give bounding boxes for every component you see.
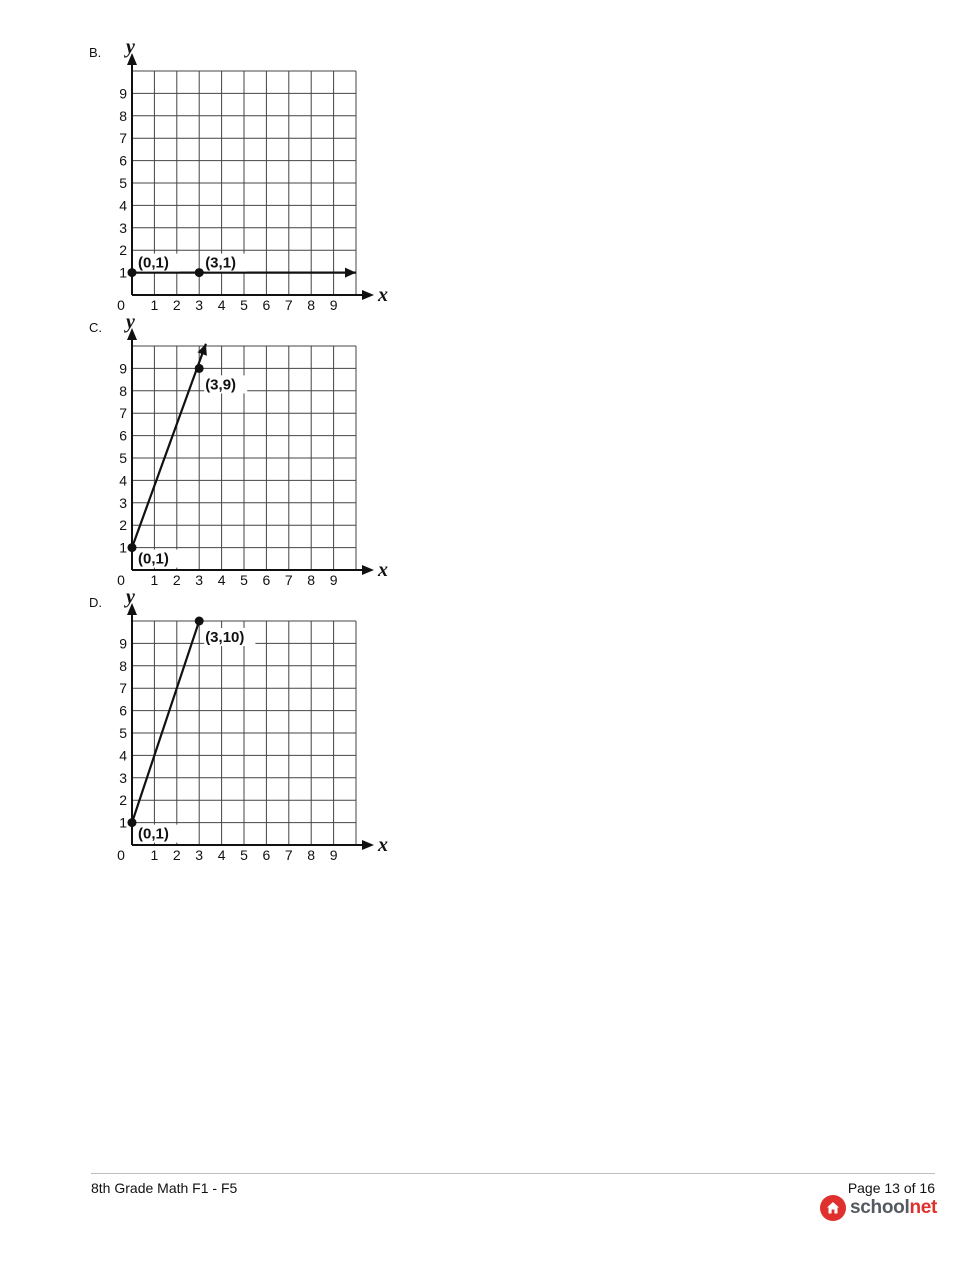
option-letter-b: B. <box>89 45 102 60</box>
plotted-point <box>195 268 204 277</box>
y-tick-label: 4 <box>119 747 127 764</box>
x-tick-label: 1 <box>150 297 159 313</box>
brand-name-school: school <box>850 1197 910 1218</box>
x-axis-label: x <box>378 559 388 581</box>
x-tick-label: 9 <box>329 847 338 863</box>
y-axis-label: y <box>126 586 135 608</box>
point-label: (3,10) <box>205 629 245 646</box>
y-tick-label: 5 <box>119 450 127 466</box>
x-tick-label: 9 <box>329 572 338 588</box>
x-tick-label: 2 <box>172 572 181 588</box>
x-tick-label: 8 <box>307 297 316 313</box>
x-axis-arrow <box>362 840 374 850</box>
graphed-line-arrow <box>345 268 356 278</box>
x-tick-label: 3 <box>195 847 204 863</box>
y-tick-label: 9 <box>119 85 127 102</box>
x-axis-arrow <box>362 565 374 575</box>
x-tick-label: 5 <box>240 297 248 313</box>
y-tick-label: 4 <box>119 197 127 214</box>
y-tick-label: 8 <box>119 657 127 674</box>
x-axis-label: x <box>378 284 388 306</box>
y-tick-label: 2 <box>119 242 127 259</box>
y-tick-label: 1 <box>119 264 127 281</box>
plotted-point <box>128 268 137 277</box>
y-tick-label: 1 <box>119 814 127 831</box>
origin-label: 0 <box>117 572 125 588</box>
y-tick-label: 5 <box>119 725 127 741</box>
y-tick-label: 9 <box>119 635 127 652</box>
house-icon <box>820 1195 846 1221</box>
y-tick-label: 6 <box>119 427 127 444</box>
graphed-line <box>132 344 206 548</box>
x-tick-label: 1 <box>150 572 159 588</box>
x-tick-label: 7 <box>284 297 293 313</box>
schoolnet-logo <box>820 1194 937 1222</box>
y-tick-label: 4 <box>119 472 127 489</box>
page-number: Page 13 of 16 <box>847 1180 935 1196</box>
y-tick-label: 3 <box>119 219 127 236</box>
x-tick-label: 9 <box>329 297 338 313</box>
footer-title: 8th Grade Math F1 - F5 <box>91 1180 238 1196</box>
x-tick-label: 6 <box>262 847 271 863</box>
point-label: (0,1) <box>138 254 169 272</box>
y-tick-label: 9 <box>119 360 127 377</box>
y-tick-label: 7 <box>119 680 127 697</box>
origin-label: 0 <box>117 847 125 863</box>
plotted-point <box>195 617 204 626</box>
y-tick-label: 7 <box>119 405 127 422</box>
graph-option-d <box>112 586 388 863</box>
x-tick-label: 6 <box>262 572 271 588</box>
graph-option-c <box>112 311 388 588</box>
x-tick-label: 5 <box>240 572 248 588</box>
y-axis-label: y <box>126 36 135 58</box>
y-tick-label: 2 <box>119 517 127 534</box>
x-axis-label: x <box>378 834 388 856</box>
graphed-line <box>132 621 199 823</box>
brand-name-net: net <box>909 1197 938 1218</box>
x-tick-label: 2 <box>172 847 181 863</box>
option-letter-c: C. <box>89 320 102 335</box>
x-tick-label: 6 <box>262 297 271 313</box>
x-tick-label: 3 <box>195 572 204 588</box>
x-tick-label: 4 <box>217 847 226 863</box>
y-tick-label: 6 <box>119 702 127 719</box>
y-tick-label: 3 <box>119 769 127 786</box>
x-tick-label: 7 <box>284 847 293 863</box>
option-letter-d: D. <box>89 595 102 610</box>
x-tick-label: 8 <box>307 572 316 588</box>
footer-divider <box>91 1173 935 1174</box>
y-tick-label: 1 <box>119 539 127 556</box>
y-tick-label: 8 <box>119 107 127 124</box>
point-label: (3,1) <box>205 254 237 272</box>
y-tick-label: 3 <box>119 494 127 511</box>
point-label: (0,1) <box>138 550 169 568</box>
x-tick-label: 7 <box>284 572 293 588</box>
plotted-point <box>128 543 137 552</box>
y-tick-label: 6 <box>119 152 127 169</box>
origin-label: 0 <box>117 297 125 313</box>
graph-option-b <box>112 36 388 313</box>
y-tick-label: 7 <box>119 130 127 147</box>
point-label: (3,9) <box>205 376 237 394</box>
y-tick-label: 8 <box>119 382 127 399</box>
x-tick-label: 5 <box>240 847 248 863</box>
y-axis-label: y <box>126 311 135 333</box>
plotted-point <box>195 364 204 373</box>
brand-name <box>850 1197 937 1219</box>
y-tick-label: 2 <box>119 792 127 809</box>
plotted-point <box>128 818 137 827</box>
x-axis-arrow <box>362 290 374 300</box>
point-label: (0,1) <box>138 825 169 843</box>
x-tick-label: 2 <box>172 297 181 313</box>
x-tick-label: 4 <box>217 572 226 588</box>
x-tick-label: 1 <box>150 847 159 863</box>
x-tick-label: 3 <box>195 297 204 313</box>
y-tick-label: 5 <box>119 175 127 191</box>
x-tick-label: 4 <box>217 297 226 313</box>
x-tick-label: 8 <box>307 847 316 863</box>
